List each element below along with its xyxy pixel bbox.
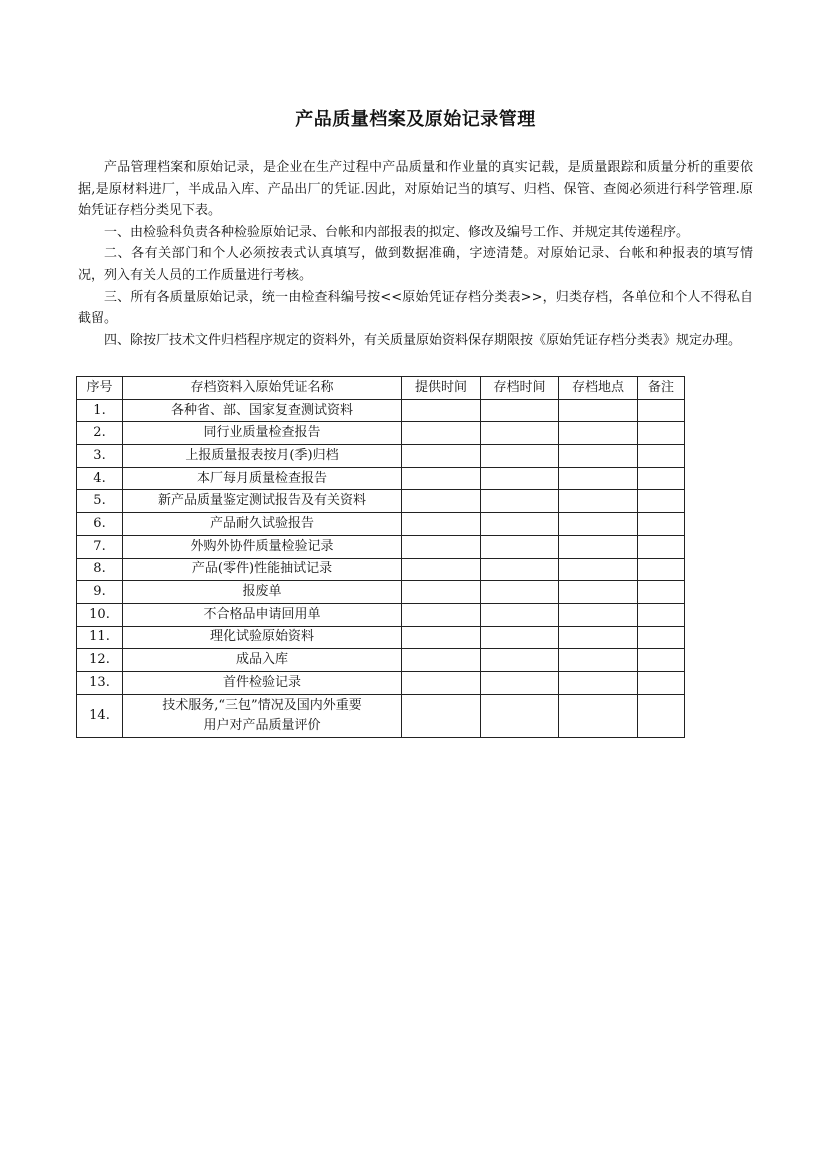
rule-paragraph-3: 三、所有各质量原始记录，统一由检查科编号按<<原始凭证存档分类表>>，归类存档，各单位和个人不得私自截留。: [78, 289, 753, 327]
document-title: 产品质量档案及原始记录管理: [295, 109, 536, 130]
row-archive-location-cell: [559, 513, 638, 536]
row-remarks-cell: [638, 422, 685, 445]
rule-paragraph-2: 二、各有关部门和个人必须按表式认真填写，做到数据准确，字迹清楚。对原始记录、台帐和种报表的填写情况，列入有关人员的工作质量进行考核。: [78, 246, 753, 283]
table-row: [77, 626, 685, 649]
row-provide-time-cell: [402, 399, 481, 422]
row-archive-time-cell: [481, 513, 559, 536]
row-serial-no: 2.: [77, 422, 123, 445]
row-document-name: 成品入库: [123, 649, 402, 672]
row-serial-no: 10.: [77, 603, 123, 626]
header-remarks: 备注: [638, 377, 685, 400]
row-document-name: 同行业质量检查报告: [123, 422, 402, 445]
row-archive-location-cell: [559, 467, 638, 490]
row-document-name: 首件检验记录: [123, 671, 402, 694]
row-document-name: 新产品质量鉴定测试报告及有关资料: [123, 490, 402, 513]
row-document-name: 外购外协件质量检验记录: [123, 535, 402, 558]
row-provide-time-cell: [402, 445, 481, 468]
table-row: [77, 535, 685, 558]
header-document-name: 存档资料入原始凭证名称: [123, 377, 402, 400]
document-body: [78, 157, 753, 351]
row-archive-location-cell: [559, 603, 638, 626]
row-archive-time-cell: [481, 603, 559, 626]
row-provide-time-cell: [402, 558, 481, 581]
table-row: [77, 445, 685, 468]
header-serial-no: 序号: [77, 377, 123, 400]
header-archive-time: 存档时间: [481, 377, 559, 400]
row-serial-no: 14.: [77, 694, 123, 737]
table-row: [77, 671, 685, 694]
table-row: [77, 649, 685, 672]
header-provide-time: 提供时间: [402, 377, 481, 400]
rule-paragraph-1: 一、由检验科负责各种检验原始记录、台帐和内部报表的拟定、修改及编号工作、并规定其传递程序。: [104, 224, 690, 240]
row-remarks-cell: [638, 558, 685, 581]
row-provide-time-cell: [402, 626, 481, 649]
row-remarks-cell: [638, 467, 685, 490]
header-archive-location: 存档地点: [559, 377, 638, 400]
row-archive-location-cell: [559, 694, 638, 737]
row-archive-time-cell: [481, 649, 559, 672]
archive-classification-table: [76, 376, 685, 738]
row-archive-time-cell: [481, 535, 559, 558]
row-document-name: [123, 694, 402, 737]
row-provide-time-cell: [402, 490, 481, 513]
row-archive-location-cell: [559, 558, 638, 581]
row-archive-time-cell: [481, 558, 559, 581]
row-serial-no: 6.: [77, 513, 123, 536]
row-remarks-cell: [638, 581, 685, 604]
row-archive-time-cell: [481, 399, 559, 422]
row-provide-time-cell: [402, 603, 481, 626]
row-provide-time-cell: [402, 671, 481, 694]
row-archive-time-cell: [481, 671, 559, 694]
row-serial-no: 11.: [77, 626, 123, 649]
row-document-name: 各种省、部、国家复查测试资料: [123, 399, 402, 422]
row-archive-location-cell: [559, 535, 638, 558]
row-provide-time-cell: [402, 694, 481, 737]
row-document-name: 不合格品申请回用单: [123, 603, 402, 626]
row-archive-time-cell: [481, 467, 559, 490]
table-header-row: [77, 377, 685, 400]
row-archive-location-cell: [559, 422, 638, 445]
row-serial-no: 12.: [77, 649, 123, 672]
row-archive-location-cell: [559, 649, 638, 672]
row-serial-no: 1.: [77, 399, 123, 422]
row-document-name: 理化试验原始资料: [123, 626, 402, 649]
table-row: [77, 399, 685, 422]
row-provide-time-cell: [402, 513, 481, 536]
row-archive-location-cell: [559, 671, 638, 694]
row-document-name-line-1: 技术服务,“三包”情况及国内外重要: [162, 697, 362, 713]
row-archive-location-cell: [559, 399, 638, 422]
row-serial-no: 9.: [77, 581, 123, 604]
row-archive-time-cell: [481, 626, 559, 649]
intro-paragraph: 产品管理档案和原始记录，是企业在生产过程中产品质量和作业量的真实记载，是质量跟踪和质量分析的重要依据,是原材料进厂，半成品入库、产品出厂的凭证.因此，对原始记当的填写、归档、保管、查阅必须进行科学管理.原始凭证存档分类见下表。: [78, 160, 753, 219]
table-row: [77, 603, 685, 626]
row-remarks-cell: [638, 649, 685, 672]
row-provide-time-cell: [402, 467, 481, 490]
row-serial-no: 13.: [77, 671, 123, 694]
row-serial-no: 7.: [77, 535, 123, 558]
row-serial-no: 5.: [77, 490, 123, 513]
row-remarks-cell: [638, 490, 685, 513]
row-provide-time-cell: [402, 581, 481, 604]
row-remarks-cell: [638, 603, 685, 626]
row-document-name-line-2: 用户对产品质量评价: [203, 717, 321, 733]
row-archive-location-cell: [559, 626, 638, 649]
row-archive-time-cell: [481, 581, 559, 604]
row-archive-location-cell: [559, 581, 638, 604]
row-archive-time-cell: [481, 490, 559, 513]
table-row: [77, 422, 685, 445]
row-serial-no: 8.: [77, 558, 123, 581]
row-archive-time-cell: [481, 445, 559, 468]
row-remarks-cell: [638, 445, 685, 468]
table-row: [77, 581, 685, 604]
table-row: [77, 513, 685, 536]
table-row: [77, 558, 685, 581]
row-document-name: 产品耐久试验报告: [123, 513, 402, 536]
table-row: [77, 467, 685, 490]
row-provide-time-cell: [402, 422, 481, 445]
row-remarks-cell: [638, 671, 685, 694]
table-row: [77, 490, 685, 513]
row-remarks-cell: [638, 535, 685, 558]
row-serial-no: 3.: [77, 445, 123, 468]
row-remarks-cell: [638, 626, 685, 649]
row-archive-location-cell: [559, 490, 638, 513]
row-document-name: 报废单: [123, 581, 402, 604]
row-document-name: 产品(零件)性能抽试记录: [123, 558, 402, 581]
rule-paragraph-4: 四、除按厂技术文件归档程序规定的资料外，有关质量原始资料保存期限按《原始凭证存档分类表》规定办理。: [104, 332, 742, 348]
row-provide-time-cell: [402, 649, 481, 672]
row-archive-time-cell: [481, 422, 559, 445]
row-remarks-cell: [638, 694, 685, 737]
row-archive-time-cell: [481, 694, 559, 737]
row-document-name: 本厂每月质量检查报告: [123, 467, 402, 490]
table-row: [77, 694, 685, 737]
row-remarks-cell: [638, 513, 685, 536]
row-archive-location-cell: [559, 445, 638, 468]
row-serial-no: 4.: [77, 467, 123, 490]
row-document-name: 上报质量报表按月(季)归档: [123, 445, 402, 468]
row-provide-time-cell: [402, 535, 481, 558]
row-remarks-cell: [638, 399, 685, 422]
